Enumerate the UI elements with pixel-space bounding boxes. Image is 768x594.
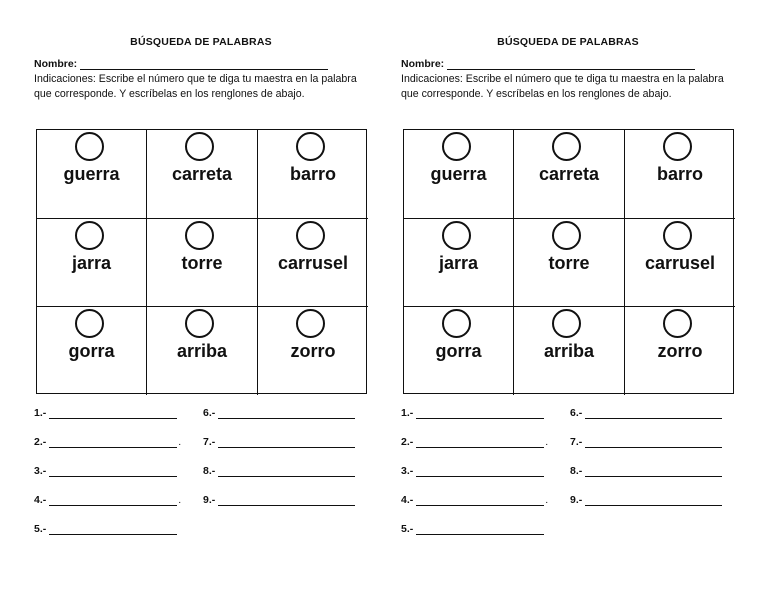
answer-field[interactable] <box>416 409 544 419</box>
number-circle[interactable] <box>75 309 104 338</box>
answer-line-6: 6.- <box>203 407 355 419</box>
answer-field[interactable] <box>585 438 722 448</box>
name-label: Nombre: <box>401 58 445 70</box>
word-label: torre <box>548 253 590 273</box>
word-label: carrusel <box>277 253 349 273</box>
answer-line-1: 1.- <box>34 407 177 419</box>
word-cell <box>625 219 735 307</box>
number-circle[interactable] <box>185 309 214 338</box>
word-cell <box>147 219 258 307</box>
instructions: Indicaciones: Escribe el número que te diga tu maestra en la palabra que corresponde. Y escríbelas en los renglones de abajo. <box>401 73 724 100</box>
word-grid <box>403 129 734 394</box>
answer-field[interactable] <box>416 467 544 477</box>
word-cell <box>37 219 147 307</box>
number-circle[interactable] <box>75 132 104 161</box>
answer-line-8: 8.- <box>570 465 722 477</box>
number-circle[interactable] <box>442 309 471 338</box>
answer-field[interactable] <box>585 496 722 506</box>
answer-field[interactable] <box>585 467 722 477</box>
number-circle[interactable] <box>185 221 214 250</box>
answer-field[interactable] <box>218 496 355 506</box>
word-cell <box>258 130 368 219</box>
word-label: guerra <box>63 164 120 184</box>
answer-field[interactable] <box>49 438 177 448</box>
answer-line-4: 4.- . <box>401 494 548 506</box>
answer-field[interactable] <box>416 496 544 506</box>
answer-field[interactable] <box>416 438 544 448</box>
word-cell <box>514 307 625 395</box>
word-cell <box>147 130 258 219</box>
name-row <box>401 58 695 70</box>
answer-line-3: 3.- <box>401 465 544 477</box>
word-cell <box>625 307 735 395</box>
word-label: zorro <box>290 341 336 361</box>
number-circle[interactable] <box>296 309 325 338</box>
worksheet-left <box>34 0 400 594</box>
word-cell <box>37 130 147 219</box>
worksheet-title: BÚSQUEDA DE PALABRAS <box>497 36 639 48</box>
word-label: zorro <box>657 341 703 361</box>
word-cell <box>404 130 514 219</box>
word-cell <box>514 219 625 307</box>
answer-field[interactable] <box>49 409 177 419</box>
word-label: guerra <box>430 164 487 184</box>
answer-lines <box>34 407 374 547</box>
number-circle[interactable] <box>442 132 471 161</box>
word-cell <box>147 307 258 395</box>
word-label: carreta <box>171 164 233 184</box>
answer-line-9: 9.- <box>570 494 722 506</box>
word-cell <box>258 307 368 395</box>
answer-field[interactable] <box>218 438 355 448</box>
number-circle[interactable] <box>75 221 104 250</box>
word-label: arriba <box>176 341 228 361</box>
answer-field[interactable] <box>49 467 177 477</box>
number-circle[interactable] <box>552 309 581 338</box>
word-label: gorra <box>68 341 115 361</box>
answer-field[interactable] <box>416 525 544 535</box>
number-circle[interactable] <box>663 132 692 161</box>
number-circle[interactable] <box>442 221 471 250</box>
answer-line-7: 7.- <box>570 436 722 448</box>
number-circle[interactable] <box>552 221 581 250</box>
number-circle[interactable] <box>185 132 214 161</box>
word-label: jarra <box>438 253 479 273</box>
answer-field[interactable] <box>585 409 722 419</box>
word-label: barro <box>656 164 703 184</box>
number-circle[interactable] <box>663 221 692 250</box>
word-cell <box>404 307 514 395</box>
word-label: carreta <box>538 164 600 184</box>
answer-lines <box>401 407 741 547</box>
name-field[interactable] <box>80 59 328 70</box>
number-circle[interactable] <box>552 132 581 161</box>
answer-line-5: 5.- <box>34 523 177 535</box>
answer-line-1: 1.- <box>401 407 544 419</box>
number-circle[interactable] <box>663 309 692 338</box>
name-label: Nombre: <box>34 58 78 70</box>
word-cell <box>404 219 514 307</box>
answer-line-2: 2.- . <box>34 436 181 448</box>
answer-line-3: 3.- <box>34 465 177 477</box>
worksheet-right <box>401 0 767 594</box>
word-cell <box>625 130 735 219</box>
word-grid <box>36 129 367 394</box>
number-circle[interactable] <box>296 132 325 161</box>
answer-field[interactable] <box>218 467 355 477</box>
name-field[interactable] <box>447 59 695 70</box>
word-label: jarra <box>71 253 112 273</box>
number-circle[interactable] <box>296 221 325 250</box>
word-label: arriba <box>543 341 595 361</box>
word-label: gorra <box>435 341 482 361</box>
answer-field[interactable] <box>218 409 355 419</box>
word-label: torre <box>181 253 223 273</box>
word-cell <box>258 219 368 307</box>
word-label: carrusel <box>644 253 716 273</box>
name-row <box>34 58 328 70</box>
worksheet-title: BÚSQUEDA DE PALABRAS <box>130 36 272 48</box>
instructions: Indicaciones: Escribe el número que te diga tu maestra en la palabra que corresponde. Y escríbelas en los renglones de abajo. <box>34 73 357 100</box>
answer-line-4: 4.- . <box>34 494 181 506</box>
word-cell <box>37 307 147 395</box>
answer-field[interactable] <box>49 525 177 535</box>
answer-line-2: 2.- . <box>401 436 548 448</box>
answer-field[interactable] <box>49 496 177 506</box>
answer-line-5: 5.- <box>401 523 544 535</box>
answer-line-6: 6.- <box>570 407 722 419</box>
answer-line-7: 7.- <box>203 436 355 448</box>
answer-line-8: 8.- <box>203 465 355 477</box>
answer-line-9: 9.- <box>203 494 355 506</box>
word-label: barro <box>289 164 336 184</box>
word-cell <box>514 130 625 219</box>
